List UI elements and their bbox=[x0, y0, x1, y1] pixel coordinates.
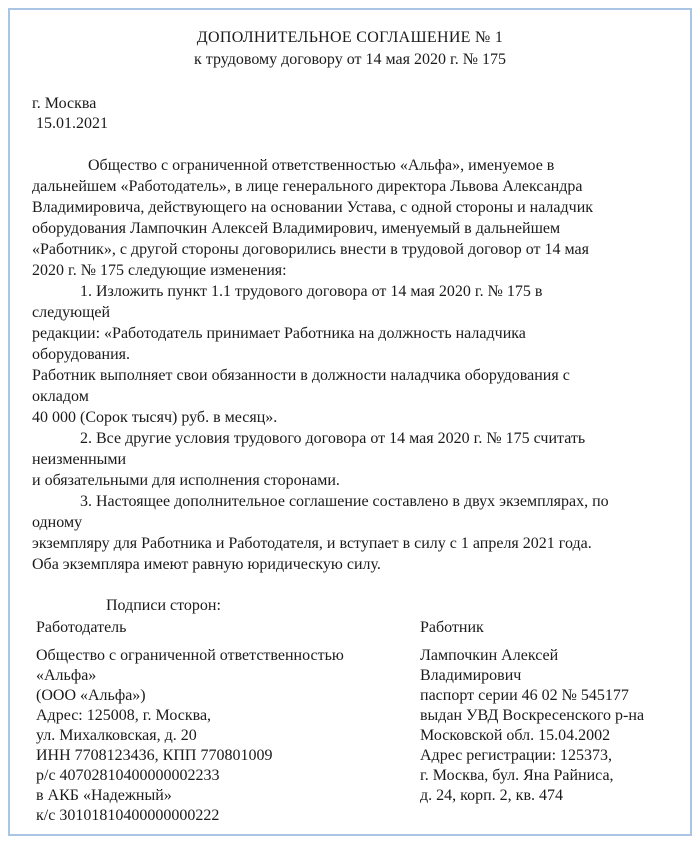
body-line: 2020 г. № 175 следующие изменения: bbox=[32, 262, 287, 279]
employer-line: р/с 40702810400000002233 bbox=[36, 767, 220, 784]
body-line: следующей bbox=[32, 304, 111, 321]
body-line: оборудования Лампочкин Алексей Владимирович, именуемый в дальнейшем bbox=[32, 220, 561, 237]
employer-line: «Альфа» bbox=[36, 667, 97, 684]
employee-line: Владимирович bbox=[420, 667, 522, 684]
body-line: «Работник», с другой стороны договорились внести в трудовой договор от 14 мая bbox=[32, 241, 589, 258]
employee-line: Адрес регистрации: 125373, bbox=[420, 747, 613, 764]
body-line: Общество с ограниченной ответственностью «Альфа», именуемое в bbox=[88, 157, 555, 174]
employer-line: к/с 30101810400000000222 bbox=[36, 807, 220, 824]
employer-line: Адрес: 125008, г. Москва, bbox=[36, 707, 212, 724]
body-line: Работник выполняет свои обязанности в должности наладчика оборудования с bbox=[32, 367, 570, 384]
body-line: неизменными bbox=[32, 451, 127, 468]
body-line: и обязательными для исполнения сторонами. bbox=[32, 472, 340, 489]
body-line: 3. Настоящее дополнительное соглашение составлено в двух экземплярах, по bbox=[80, 493, 609, 510]
city: г. Москва bbox=[32, 95, 97, 112]
document-title: ДОПОЛНИТЕЛЬНОЕ СОГЛАШЕНИЕ № 1 bbox=[196, 29, 504, 46]
body-line: Оба экземпляра имеют равную юридическую силу. bbox=[32, 556, 381, 573]
employee-line: д. 24, корп. 2, кв. 474 bbox=[420, 787, 563, 804]
employee-line: выдан УВД Воскресенского р-на bbox=[420, 707, 645, 724]
employee-line: паспорт серии 46 02 № 545177 bbox=[420, 687, 629, 704]
body-line: экземпляру для Работника и Работодателя, и вступает в силу с 1 апреля 2021 года. bbox=[32, 535, 592, 552]
employee-line: г. Москва, бул. Яна Райниса, bbox=[420, 767, 614, 784]
body-line: одному bbox=[32, 514, 83, 531]
body-line: окладом bbox=[32, 388, 89, 405]
employer-line: ИНН 7708123436, КПП 770801009 bbox=[36, 747, 273, 764]
date: 15.01.2021 bbox=[36, 115, 108, 132]
employer-line: в АКБ «Надежный» bbox=[36, 787, 172, 804]
employee-line: Лампочкин Алексей bbox=[420, 647, 559, 664]
employer-line: (ООО «Альфа») bbox=[36, 687, 146, 704]
signatures-heading: Подписи сторон: bbox=[106, 597, 221, 614]
employer-line: ул. Михалковская, д. 20 bbox=[36, 727, 197, 744]
body-line: оборудования. bbox=[32, 346, 130, 363]
body-line: 40 000 (Сорок тысяч) руб. в месяц». bbox=[32, 409, 278, 426]
employee-line: Московской обл. 15.04.2002 bbox=[420, 727, 611, 744]
employer-label: Работодатель bbox=[36, 619, 127, 636]
document-subtitle: к трудовому договору от 14 мая 2020 г. № 175 bbox=[194, 51, 506, 68]
body-line: редакции: «Работодатель принимает Работника на должность наладчика bbox=[32, 325, 526, 342]
body-line: 2. Все другие условия трудового договора от 14 мая 2020 г. № 175 считать bbox=[80, 430, 586, 447]
body-line: дальнейшем «Работодатель», в лице генерального директора Львова Александра bbox=[32, 178, 583, 195]
body-line: Владимировича, действующего на основании Устава, с одной стороны и наладчик bbox=[32, 199, 594, 216]
employer-line: Общество с ограниченной ответственностью bbox=[36, 647, 344, 664]
body-line: 1. Изложить пункт 1.1 трудового договора от 14 мая 2020 г. № 175 в bbox=[80, 283, 543, 300]
employee-label: Работник bbox=[420, 619, 484, 636]
